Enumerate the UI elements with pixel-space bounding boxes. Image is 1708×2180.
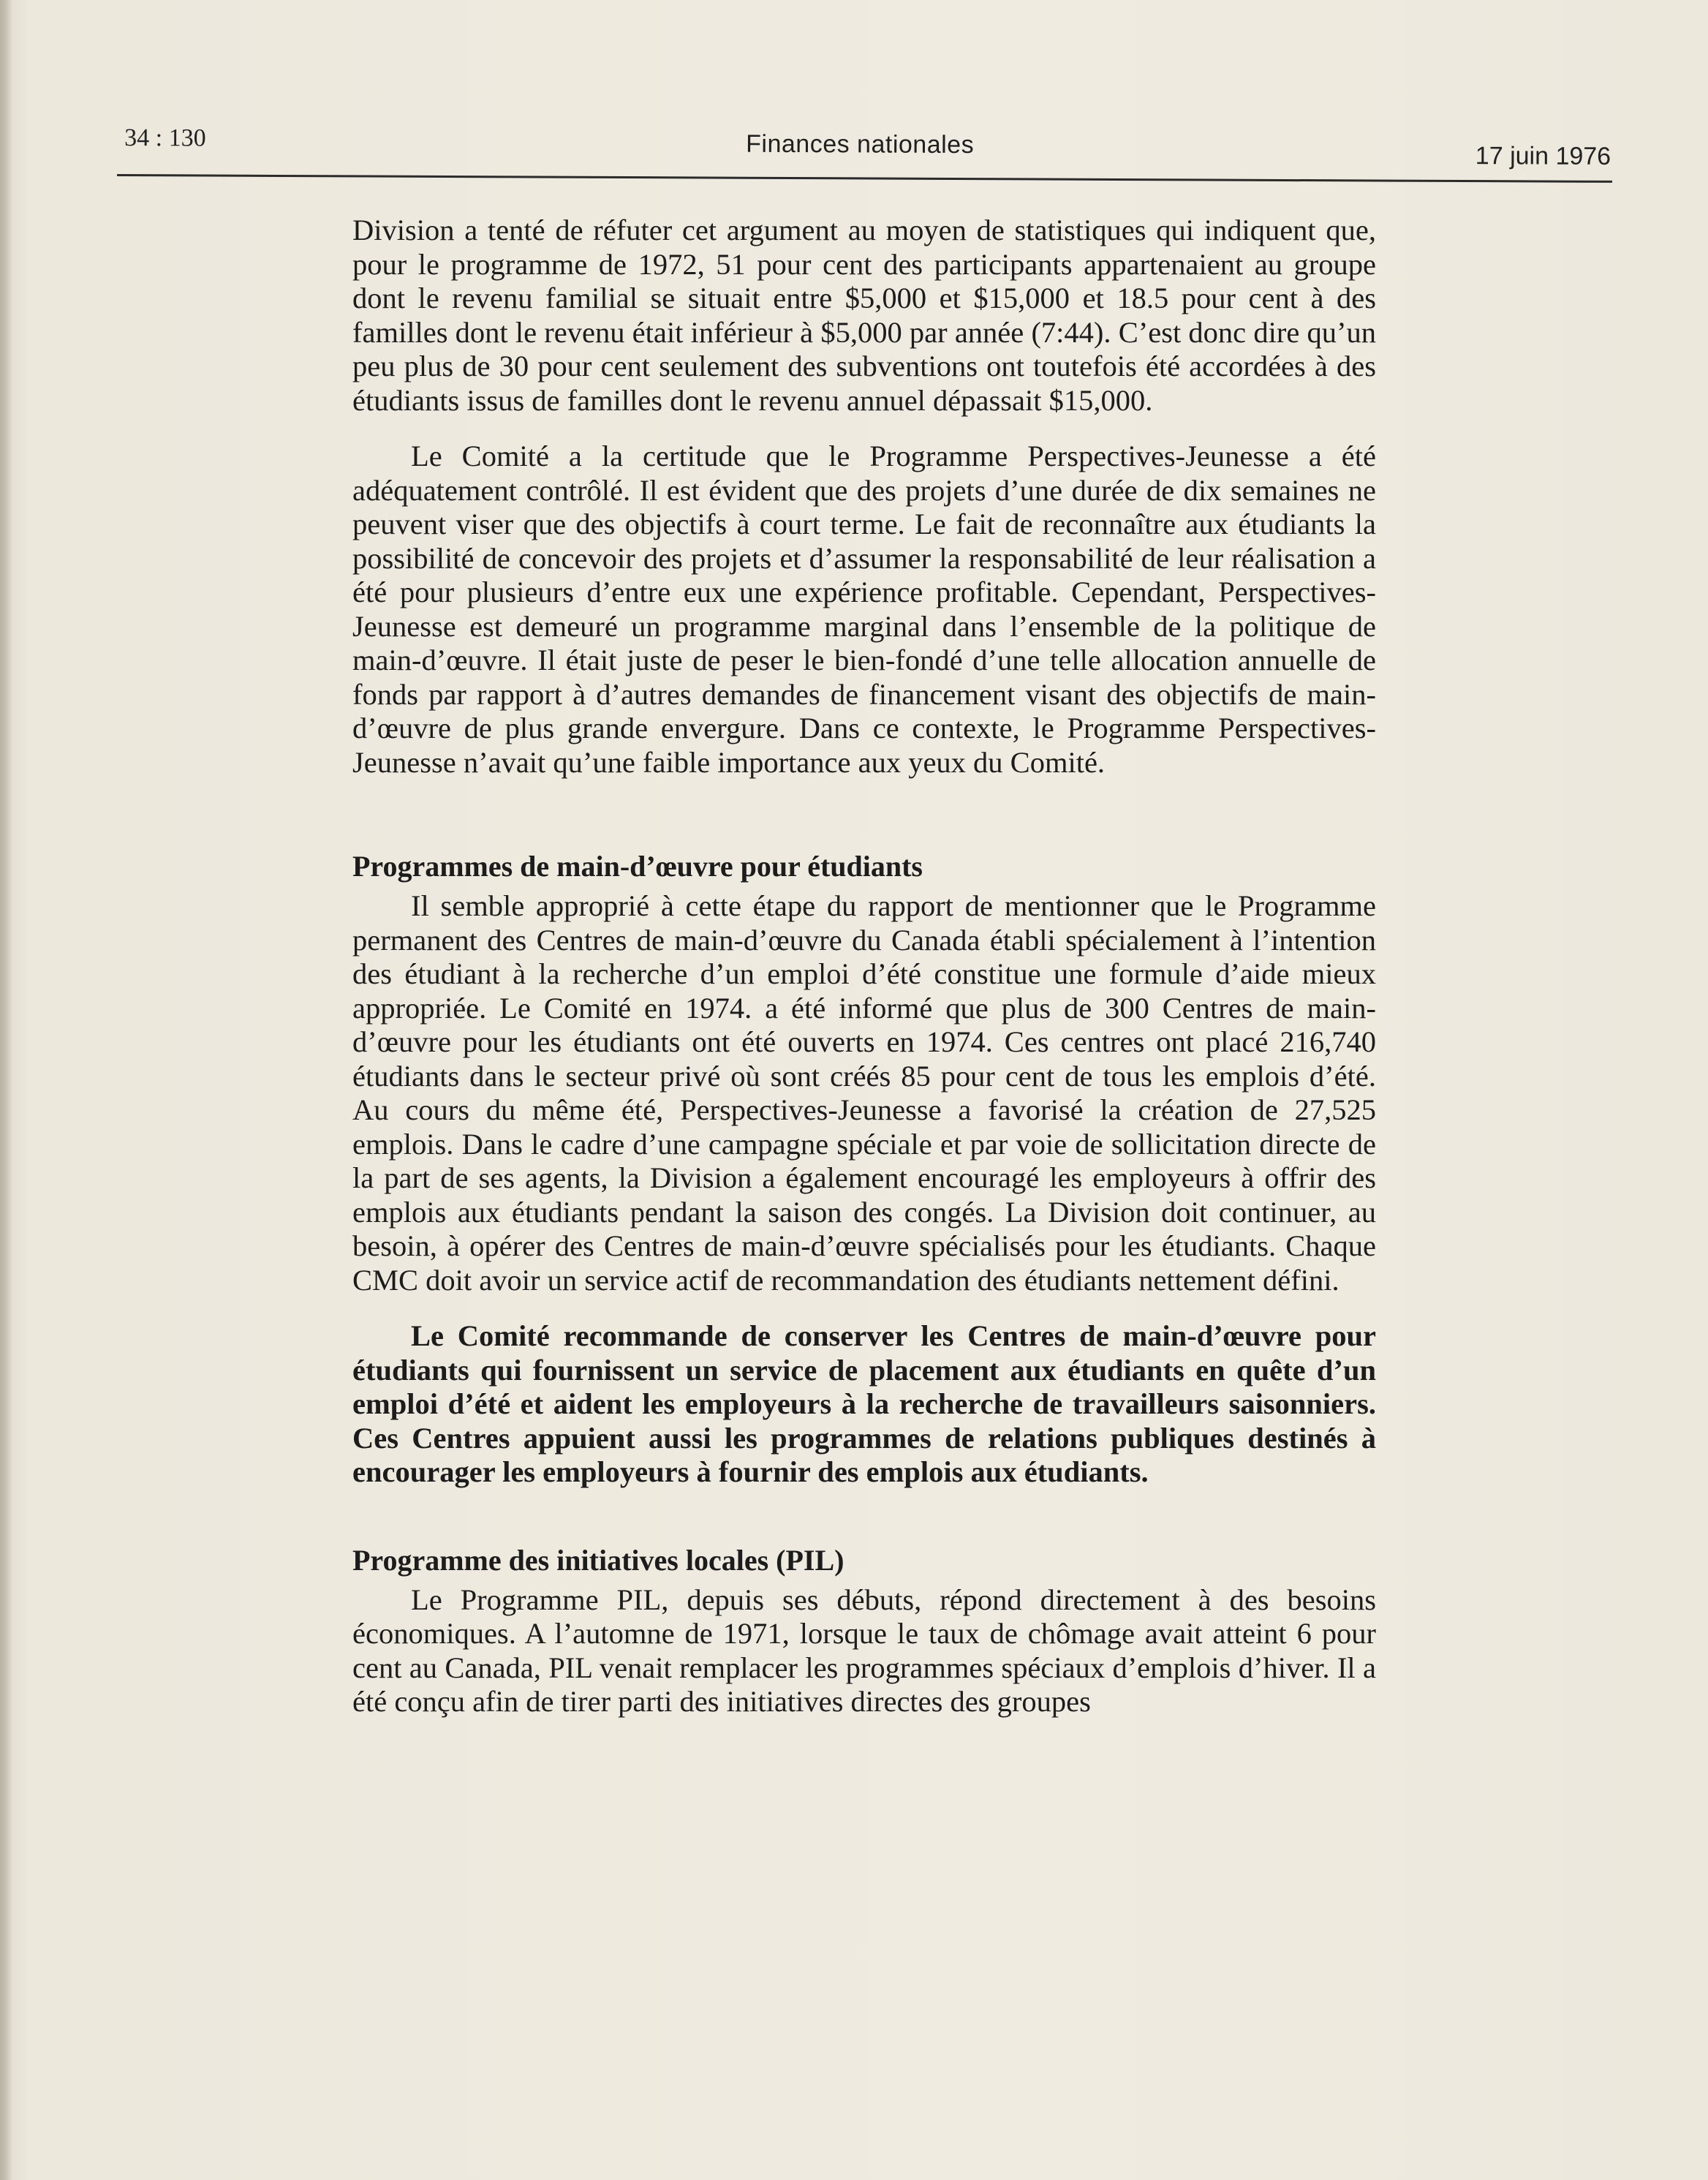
paragraph-statistics: Division a tenté de réfuter cet argument au moyen de statistiques qui indiquent que, pour le programme de 1972, 51 pour cent des participants appartenaient au groupe dont le revenu familial se situait entre $5,000 et $15,000 et 18.5 pour cent à des familles dont le revenu était inférieur à $5,000 par année (7:44). C’est donc dire qu’un peu plus de 30 pour cent seulement des subventions ont toutefois été accordées à des étudiants issus de familles dont le revenu annuel dépassait $15,000.: [352, 214, 1376, 417]
paragraph-pil: Le Programme PIL, depuis ses débuts, répond directement à des besoins économiques. A l’automne de 1971, lorsque le taux de chômage avait atteint 6 pour cent au Canada, PIL venait remplacer les programmes spéciaux d’emplois d’hiver. Il a été conçu afin de tirer parti des initiatives directes des groupes: [352, 1583, 1376, 1718]
body-text: [352, 214, 1376, 1719]
section-heading-student-programs: Programmes de main-d’œuvre pour étudiants: [352, 850, 923, 883]
committee-recommendation: Le Comité recommande de conserver les Centres de main-d’œuvre pour étudiants qui fournissent un service de placement aux étudiants en quête d’un emploi d’été et aident les employeurs à la recherche de travailleurs saisonniers. Ces Centres appuient aussi les programmes de relations publiques destinés à encourager les employeurs à fournir des emplois aux étudiants.: [352, 1319, 1376, 1488]
running-title: Finances nationales: [746, 129, 975, 159]
paragraph-committee-assessment: Le Comité a la certitude que le Programme Perspectives-Jeunesse a été adéquatement contrôlé. Il est évident que des projets d’une durée de dix semaines ne peuvent viser que des objectifs à court terme. Le fait de reconnaître aux étudiants la possibilité de concevoir des projets et d’assumer la responsabilité de leur réalisation a été pour plusieurs d’entre eux une expérience profitable. Cependant, Perspectives-Jeunesse est demeuré un programme marginal dans l’ensemble de la politique de main-d’œuvre. Il était juste de peser le bien-fondé d’une telle allocation annuelle de fonds par rapport à d’autres demandes de financement visant des objectifs de main-d’œuvre de plus grande envergure. Dans ce contexte, le Programme Perspectives-Jeunesse n’avait qu’une faible importance aux yeux du Comité.: [352, 440, 1376, 779]
paragraph-student-centres: Il semble approprié à cette étape du rapport de mentionner que le Programme permanent des Centres de main-d’œuvre du Canada établi spécialement à l’intention des étudiant à la recherche d’un emploi d’été constitue une formule d’aide mieux appropriée. Le Comité en 1974. a été informé que plus de 300 Centres de main-d’œuvre pour les étudiants ont été ouverts en 1974. Ces centres ont placé 216,740 étudiants dans le secteur privé où sont créés 85 pour cent de tous les emplois d’été. Au cours du même été, Perspectives-Jeunesse a favorisé la création de 27,525 emplois. Dans le cadre d’une campagne spéciale et par voie de sollicitation directe de la part de ses agents, la Division a également encouragé les employeurs à offrir des emplois aux étudiants pendant la saison des congés. La Division doit continuer, au besoin, à opérer des Centres de main-d’œuvre spécialisés pour les étudiants. Chaque CMC doit avoir un service actif de recommandation des étudiants nettement défini.: [352, 889, 1376, 1297]
page-header: [117, 110, 1612, 183]
page-folio: 34 : 130: [124, 124, 206, 152]
section-heading-pil: Programme des initiatives locales (PIL): [352, 1543, 844, 1577]
header-date: 17 juin 1976: [1475, 142, 1611, 170]
binding-shadow: [0, 0, 13, 2180]
